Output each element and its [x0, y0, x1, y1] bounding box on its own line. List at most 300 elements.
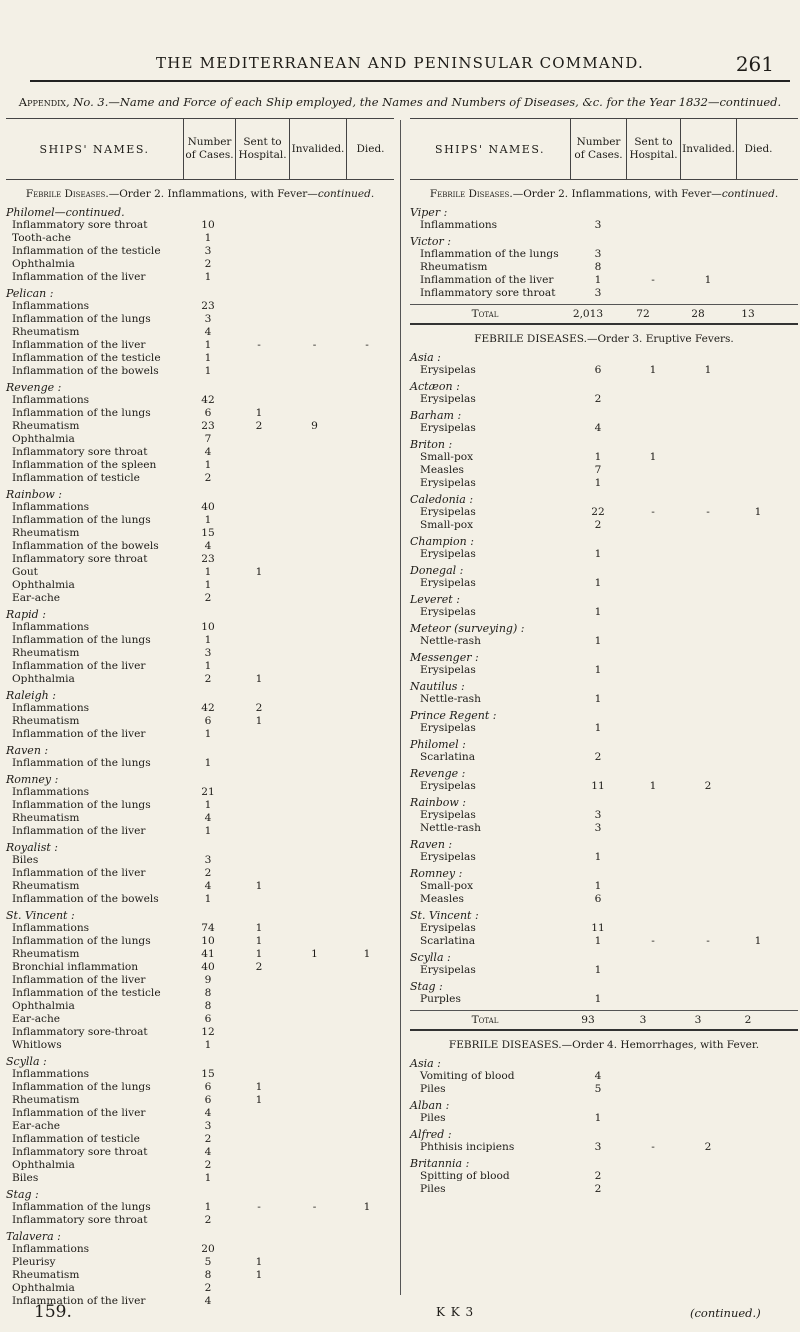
ship-name: St. Vincent :	[6, 909, 75, 922]
table-row	[6, 258, 394, 271]
section-label: Febrile Diseases.	[25, 188, 109, 200]
disease-name: Spitting of blood	[420, 1170, 510, 1182]
table-row	[6, 1172, 394, 1185]
died-value	[343, 540, 391, 553]
disease-name: Biles	[12, 1172, 39, 1184]
died-value: 1	[754, 506, 762, 518]
cases-value: 1	[594, 477, 602, 489]
header-invalided: Invalided.	[680, 119, 736, 179]
disease-name: Scarlatina	[420, 935, 476, 947]
disease-name: Inflammation of the lungs	[12, 935, 151, 947]
table-row	[6, 935, 394, 948]
died-value	[343, 893, 391, 906]
hospital-value	[232, 300, 286, 313]
disease-name: Inflammation of testicle	[12, 472, 140, 484]
died-value	[736, 922, 780, 935]
died-value	[736, 809, 780, 822]
disease-name: Piles	[420, 1083, 446, 1095]
disease-name: Purples	[420, 993, 461, 1005]
table-row	[6, 300, 394, 313]
hospital-value	[232, 799, 286, 812]
hospital-value	[626, 1183, 680, 1196]
cases-value: 4	[204, 1146, 212, 1158]
died-value	[343, 673, 391, 686]
table-row	[6, 880, 394, 893]
invalided-value	[680, 993, 736, 1006]
hospital-value: 1	[255, 673, 263, 685]
right-table-body	[410, 188, 798, 1196]
invalided-value	[286, 1068, 343, 1081]
cases-value: 1	[594, 664, 602, 676]
died-value	[736, 422, 780, 435]
table-row	[6, 702, 394, 715]
hospital-value	[232, 786, 286, 799]
disease-name: Biles	[12, 854, 39, 866]
disease-name: Ophthalmia	[12, 258, 75, 270]
table-row	[6, 621, 394, 634]
table-row	[410, 606, 798, 619]
total-label: Total	[471, 308, 499, 320]
hospital-value: 1	[255, 1269, 263, 1281]
ship-name: Champion :	[410, 535, 474, 548]
disease-name: Rheumatism	[12, 715, 80, 727]
cases-value: 1	[204, 825, 212, 837]
disease-name: Ophthalmia	[12, 1000, 75, 1012]
hospital-value	[232, 433, 286, 446]
table-row	[410, 809, 798, 822]
ship-name: Caledonia :	[410, 493, 474, 506]
invalided-value	[680, 261, 736, 274]
cases-value: 1	[594, 635, 602, 647]
died-value	[736, 664, 780, 677]
died-value	[343, 1120, 391, 1133]
table-row	[410, 851, 798, 864]
total-died: 2	[744, 1014, 752, 1026]
died-value: 1	[754, 935, 762, 947]
died-value	[343, 1133, 391, 1146]
disease-name: Erysipelas	[420, 577, 476, 589]
ship-name: Barham :	[410, 409, 462, 422]
hospital-value	[232, 258, 286, 271]
disease-name: Small-pox	[420, 451, 474, 463]
cases-value: 1	[204, 1201, 212, 1213]
hospital-value: 1	[255, 880, 263, 892]
died-value	[343, 1026, 391, 1039]
hospital-value	[232, 1068, 286, 1081]
invalided-value: -	[312, 1201, 317, 1213]
section-rest: Inflammations, with Fever—	[164, 188, 318, 200]
died-value	[343, 566, 391, 579]
invalided-value	[286, 1214, 343, 1227]
hospital-value	[232, 1000, 286, 1013]
disease-name: Inflammatory sore throat	[420, 287, 556, 299]
hospital-value	[626, 577, 680, 590]
hospital-value	[232, 974, 286, 987]
invalided-value	[286, 854, 343, 867]
invalided-value: 2	[704, 1141, 712, 1153]
died-value	[343, 1282, 391, 1295]
hospital-value: -	[257, 339, 261, 351]
disease-name: Inflammations	[12, 300, 90, 312]
invalided-value: 1	[704, 364, 712, 376]
disease-name: Inflammation of the lungs	[12, 1081, 151, 1093]
disease-name: Rheumatism	[12, 420, 80, 432]
disease-name: Rheumatism	[12, 1269, 80, 1281]
cases-value: 2	[594, 1183, 602, 1195]
right-column-headers	[410, 118, 798, 180]
hospital-value	[232, 728, 286, 741]
cases-value: 42	[201, 702, 215, 714]
died-value	[343, 974, 391, 987]
total-invalided: 3	[694, 1014, 702, 1026]
invalided-value	[680, 577, 736, 590]
hospital-value	[232, 647, 286, 660]
hospital-value	[232, 1026, 286, 1039]
disease-name: Inflammatory sore throat	[12, 1214, 148, 1226]
invalided-value	[286, 1107, 343, 1120]
died-value	[343, 757, 391, 770]
cases-value: 1	[204, 579, 212, 591]
table-row	[410, 548, 798, 561]
disease-name: Inflammation of the liver	[12, 825, 146, 837]
table-row	[6, 365, 394, 378]
hospital-value	[626, 922, 680, 935]
invalided-value	[680, 751, 736, 764]
invalided-value	[286, 1269, 343, 1282]
cases-value: 1	[204, 514, 212, 526]
hospital-value: 1	[255, 407, 263, 419]
invalided-value	[286, 1282, 343, 1295]
section-title	[6, 188, 394, 200]
disease-name: Rheumatism	[12, 1094, 80, 1106]
ship-name: Meteor (surveying) :	[410, 622, 525, 635]
disease-name: Scarlatina	[420, 751, 476, 763]
ship-name: Romney :	[6, 773, 59, 786]
invalided-value: 1	[311, 948, 318, 960]
cases-value: 2	[594, 519, 602, 531]
invalided-value	[680, 1183, 736, 1196]
disease-name: Inflammation of the lungs	[12, 799, 151, 811]
hospital-value: 1	[255, 922, 263, 934]
died-value	[343, 245, 391, 258]
died-value	[736, 548, 780, 561]
cases-value: 2	[594, 1170, 602, 1182]
hospital-value	[626, 393, 680, 406]
ship-name: Romney :	[410, 867, 463, 880]
invalided-value: -	[706, 935, 710, 947]
cases-value: 2	[204, 258, 212, 270]
cases-value: 4	[204, 812, 212, 824]
invalided-value: 2	[704, 780, 712, 792]
invalided-value	[286, 1081, 343, 1094]
table-row	[6, 673, 394, 686]
hospital-value	[232, 514, 286, 527]
disease-name: Nettle-rash	[420, 693, 481, 705]
table-row	[410, 1141, 798, 1154]
hospital-value: 1	[255, 1094, 263, 1106]
disease-name: Ear-ache	[12, 1120, 61, 1132]
table-row	[6, 592, 394, 605]
disease-name: Inflammation of the lungs	[12, 313, 151, 325]
invalided-value	[286, 1094, 343, 1107]
hospital-value	[626, 519, 680, 532]
cases-value: 1	[594, 693, 602, 705]
disease-name: Inflammations	[12, 1068, 90, 1080]
section-title	[410, 1039, 798, 1051]
died-value	[343, 1000, 391, 1013]
table-row	[6, 1146, 394, 1159]
cases-value: 23	[201, 553, 215, 565]
table-row	[410, 664, 798, 677]
cases-value: 4	[204, 446, 212, 458]
invalided-value	[286, 592, 343, 605]
hospital-value: 1	[255, 1081, 263, 1093]
hospital-value: 1	[649, 364, 657, 376]
invalided-value	[286, 1243, 343, 1256]
died-value	[736, 1112, 780, 1125]
invalided-value	[286, 365, 343, 378]
section-rest: Inflammations, with Fever—	[568, 188, 722, 200]
invalided-value	[680, 664, 736, 677]
ship-name: Rainbow :	[410, 796, 466, 809]
continued-note: (continued.)	[690, 1306, 761, 1320]
died-value	[736, 780, 780, 793]
table-row	[6, 459, 394, 472]
table-row	[410, 274, 798, 287]
table-row	[6, 867, 394, 880]
cases-value: 6	[204, 715, 212, 727]
header-invalided: Invalided.	[289, 119, 346, 179]
hospital-value	[626, 635, 680, 648]
hospital-value	[232, 1039, 286, 1052]
section-continued: continued.	[721, 188, 779, 200]
cases-value: 23	[201, 420, 215, 432]
ship-name: Stag :	[6, 1188, 39, 1201]
invalided-value	[286, 825, 343, 838]
invalided-value	[286, 553, 343, 566]
invalided-value	[286, 527, 343, 540]
table-row	[410, 577, 798, 590]
table-row	[6, 540, 394, 553]
total-row	[410, 1010, 798, 1031]
hospital-value	[232, 621, 286, 634]
hospital-value	[232, 501, 286, 514]
disease-name: Erysipelas	[420, 548, 476, 560]
hospital-value	[626, 422, 680, 435]
table-row	[410, 751, 798, 764]
invalided-value	[286, 812, 343, 825]
disease-name: Inflammation of the liver	[420, 274, 554, 286]
cases-value: 7	[594, 464, 602, 476]
table-row	[6, 501, 394, 514]
table-row	[410, 422, 798, 435]
invalided-value	[680, 519, 736, 532]
right-table	[410, 118, 798, 1196]
cases-value: 23	[201, 300, 215, 312]
invalided-value	[286, 1172, 343, 1185]
disease-name: Inflammatory sore-throat	[12, 1026, 148, 1038]
died-value	[343, 922, 391, 935]
died-value	[736, 287, 780, 300]
invalided-value	[286, 232, 343, 245]
disease-name: Piles	[420, 1112, 446, 1124]
invalided-value	[680, 464, 736, 477]
section-title	[410, 333, 798, 345]
died-value	[736, 635, 780, 648]
header-died: Died.	[346, 119, 394, 179]
invalided-value	[286, 313, 343, 326]
table-row	[410, 722, 798, 735]
table-row	[6, 893, 394, 906]
hospital-value	[626, 809, 680, 822]
table-row	[410, 464, 798, 477]
hospital-value	[232, 854, 286, 867]
table-row	[6, 579, 394, 592]
died-value	[343, 812, 391, 825]
table-row	[6, 757, 394, 770]
hospital-value	[232, 579, 286, 592]
table-row	[6, 472, 394, 485]
cases-value: 1	[204, 459, 212, 471]
table-row	[6, 1159, 394, 1172]
invalided-value	[680, 422, 736, 435]
disease-name: Nettle-rash	[420, 635, 481, 647]
table-row	[410, 219, 798, 232]
section-rest: Eruptive Fevers.	[642, 333, 734, 345]
invalided-value	[286, 728, 343, 741]
hospital-value	[232, 245, 286, 258]
disease-name: Nettle-rash	[420, 822, 481, 834]
hospital-value	[232, 592, 286, 605]
hospital-value	[626, 1070, 680, 1083]
invalided-value	[286, 258, 343, 271]
cases-value: 6	[204, 1013, 212, 1025]
ship-name: Talavera :	[6, 1230, 61, 1243]
died-value	[343, 407, 391, 420]
died-value	[736, 248, 780, 261]
section-label: Febrile Diseases.	[429, 188, 513, 200]
table-row	[410, 1112, 798, 1125]
disease-name: Inflammation of the liver	[12, 660, 146, 672]
died-value	[343, 514, 391, 527]
died-value	[343, 1243, 391, 1256]
table-row	[410, 393, 798, 406]
cases-value: 1	[594, 606, 602, 618]
hospital-value	[232, 540, 286, 553]
invalided-value	[286, 673, 343, 686]
cases-value: 6	[594, 364, 602, 376]
disease-name: Bronchial inflammation	[12, 961, 139, 973]
disease-name: Inflammation of the testicle	[12, 987, 161, 999]
ship-name: Rapid :	[6, 608, 46, 621]
section-label: FEBRILE DISEASES.	[448, 1039, 562, 1051]
table-row	[6, 1214, 394, 1227]
died-value	[343, 459, 391, 472]
table-row	[410, 780, 798, 793]
table-row	[6, 1256, 394, 1269]
header-sent-to-hospital: Sent to Hospital.	[235, 119, 289, 179]
died-value	[736, 1083, 780, 1096]
invalided-value	[286, 446, 343, 459]
invalided-value	[680, 822, 736, 835]
cases-value: 3	[594, 287, 602, 299]
hospital-value	[626, 261, 680, 274]
died-value	[736, 219, 780, 232]
invalided-value	[680, 219, 736, 232]
cases-value: 42	[201, 394, 215, 406]
hospital-value	[232, 1159, 286, 1172]
cases-value: 15	[201, 1068, 215, 1080]
disease-name: Inflammations	[12, 1243, 90, 1255]
ship-name: Messenger :	[410, 651, 479, 664]
died-value	[343, 420, 391, 433]
table-row	[6, 1068, 394, 1081]
disease-name: Small-pox	[420, 519, 474, 531]
invalided-value	[286, 459, 343, 472]
cases-value: 1	[594, 964, 602, 976]
table-row	[6, 339, 394, 352]
invalided-value: -	[312, 339, 317, 351]
invalided-value	[680, 922, 736, 935]
hospital-value	[232, 527, 286, 540]
table-row	[410, 880, 798, 893]
invalided-value	[286, 922, 343, 935]
cases-value: 1	[594, 722, 602, 734]
hospital-value	[232, 219, 286, 232]
hospital-value	[232, 660, 286, 673]
disease-name: Measles	[420, 464, 464, 476]
cases-value: 1	[594, 548, 602, 560]
died-value	[736, 577, 780, 590]
died-value	[736, 1141, 780, 1154]
invalided-value	[680, 1112, 736, 1125]
cases-value: 4	[594, 1070, 602, 1082]
invalided-value: 9	[311, 420, 318, 432]
cases-value: 8	[594, 261, 602, 273]
disease-name: Inflammation of the liver	[12, 271, 146, 283]
disease-name: Erysipelas	[420, 364, 476, 376]
died-value	[343, 1081, 391, 1094]
table-row	[6, 660, 394, 673]
disease-name: Inflammation of the bowels	[12, 365, 159, 377]
invalided-value	[286, 1295, 343, 1308]
ship-name: Leveret :	[410, 593, 460, 606]
cases-value: 4	[204, 540, 212, 552]
table-row	[6, 974, 394, 987]
cases-value: 10	[201, 621, 215, 633]
invalided-value	[680, 477, 736, 490]
table-row	[6, 854, 394, 867]
ship-name: Pelican :	[6, 287, 54, 300]
died-value	[343, 867, 391, 880]
cases-value: 2	[594, 393, 602, 405]
header-ships-names: SHIPS' NAMES.	[435, 142, 545, 156]
died-value	[343, 715, 391, 728]
table-row	[6, 948, 394, 961]
table-row	[6, 394, 394, 407]
cases-value: 3	[204, 854, 212, 866]
page-header	[0, 52, 800, 78]
invalided-value	[680, 1083, 736, 1096]
died-value	[736, 851, 780, 864]
disease-name: Erysipelas	[420, 780, 476, 792]
table-row	[6, 1107, 394, 1120]
invalided-value	[286, 1133, 343, 1146]
died-value	[343, 854, 391, 867]
cases-value: 1	[204, 1039, 212, 1051]
disease-name: Inflammations	[12, 922, 90, 934]
died-value	[343, 1094, 391, 1107]
